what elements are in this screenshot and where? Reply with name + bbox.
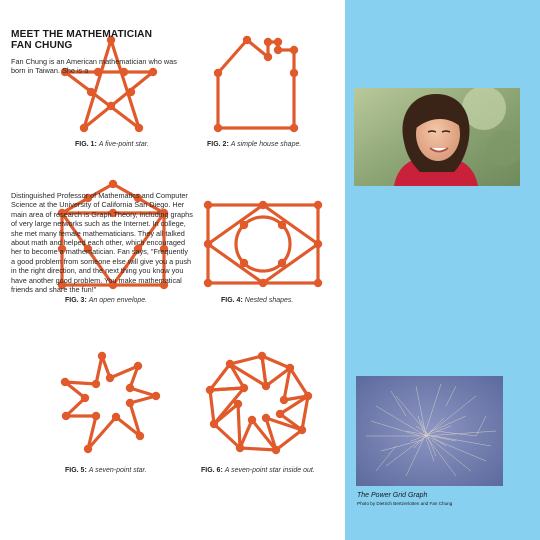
figure-3-number: FIG. 3: [65, 297, 87, 304]
figure-2-caption [207, 141, 301, 148]
figure-1-number: FIG. 1: [75, 141, 97, 148]
figure-3-text: An open envelope. [88, 297, 148, 304]
figure-6-number: FIG. 6: [201, 467, 223, 474]
figure-2-text: A simple house shape. [230, 141, 302, 148]
figure-5-number: FIG. 5: [65, 467, 87, 474]
figure-4-caption [221, 297, 293, 304]
graph-credit: Photo by Dietrich Bertzerlotten and Fan Chung [357, 501, 453, 506]
figure-6-text: A seven-point star inside out. [224, 467, 315, 474]
sidebar-title-line-2: FAN CHUNG [11, 40, 73, 51]
power-grid-graph-image [356, 376, 503, 486]
sidebar-intro-text: Fan Chung is an American mathematician who was born in Taiwan. She is a [11, 57, 177, 76]
figure-3-caption [65, 297, 147, 304]
sidebar-title-line-1: MEET THE MATHEMATICIAN [11, 29, 153, 40]
figure-4-text: Nested shapes. [244, 297, 294, 304]
sidebar-title [11, 29, 191, 51]
figure-4-number: FIG. 4: [221, 297, 243, 304]
figure-5-text: A seven-point star. [88, 467, 147, 474]
figure-5-caption [65, 467, 147, 474]
figure-1-caption [75, 141, 149, 148]
figure-2-number: FIG. 2: [207, 141, 229, 148]
figure-6-caption [201, 467, 315, 474]
graph-caption: The Power Grid Graph [357, 492, 428, 499]
sidebar-body-text: Distinguished Professor of Mathematics and Computer Science at the University of California San Diego. Her main area of research is Graph Theory, including graphs of very large networks such as the Internet. In college, she met many female mathematicians. They all talked about math and helped each other, which encouraged her to become a mathematician. Fan says, "Frequently a good problem from someone else will give you a push in the right direction, and the next thing you know you have another good problem. You make mathematical friends and share the fun!" [11, 191, 193, 295]
figure-1-text: A five-point star. [98, 141, 149, 148]
portrait-photo [354, 88, 520, 186]
